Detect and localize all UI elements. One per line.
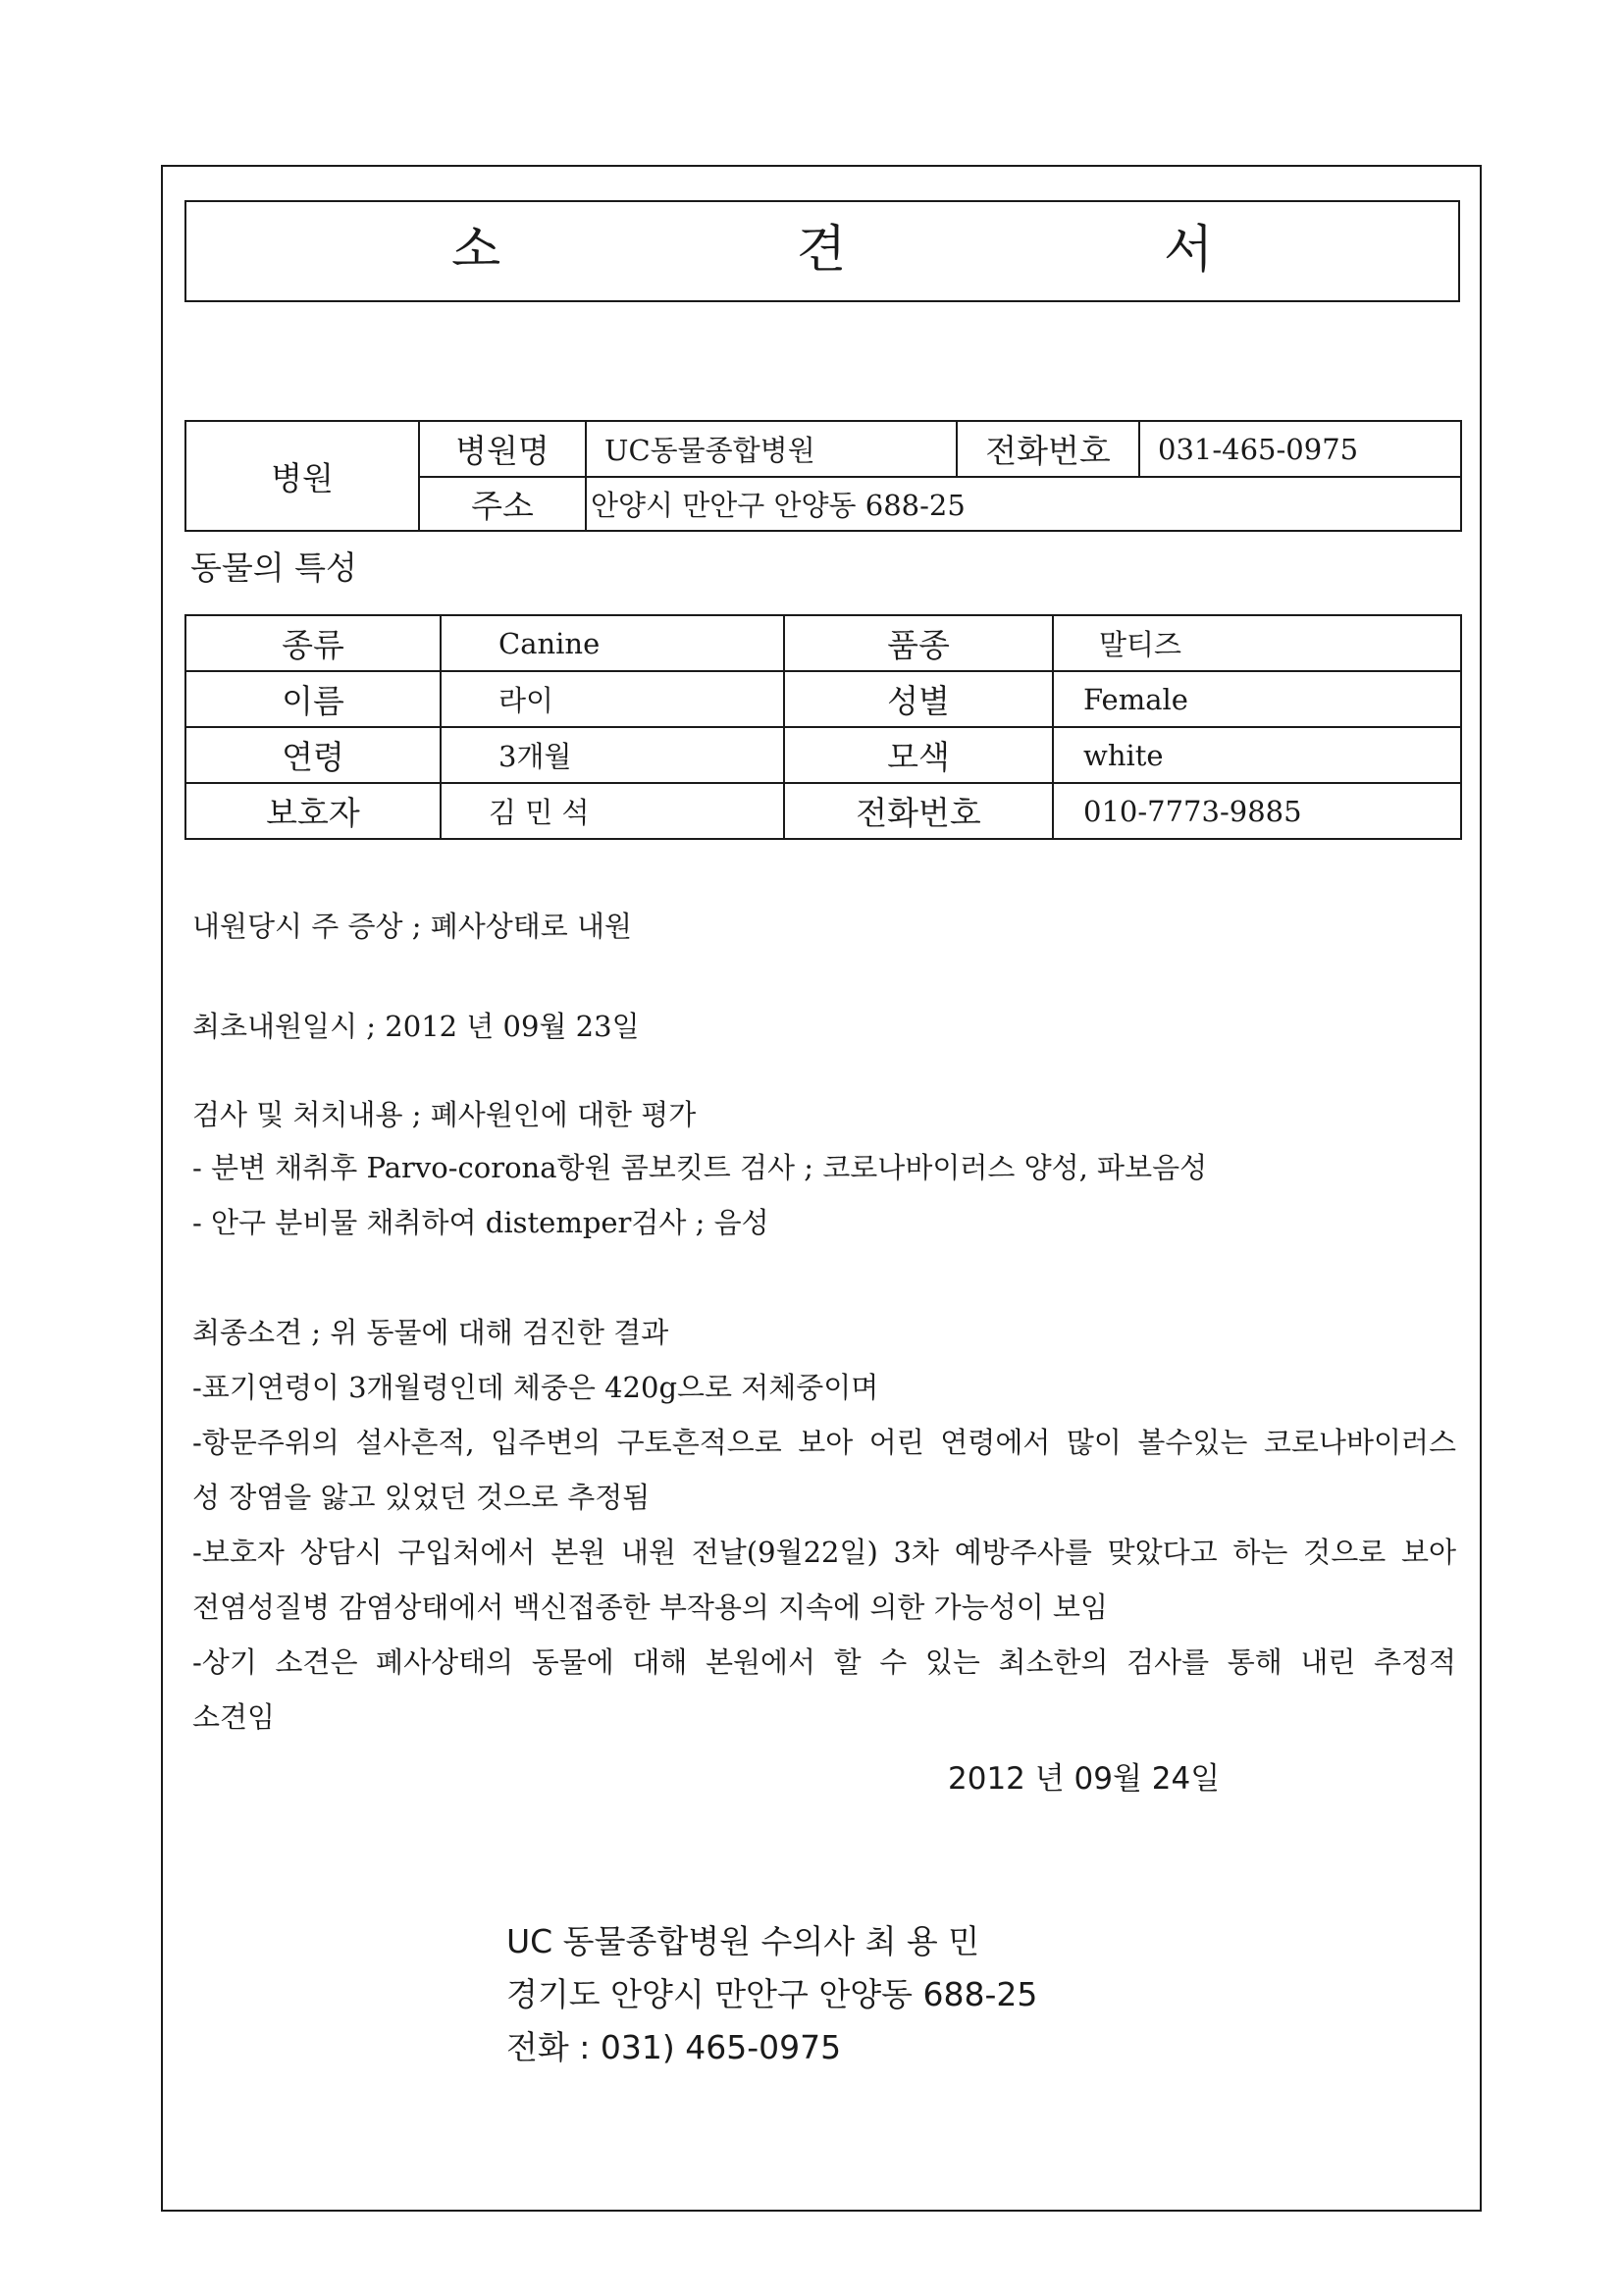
exam-item: - 분변 채취후 Parvo-corona항원 콤보킷트 검사 ; 코로나바이러스 양성, 파보음성	[192, 1151, 1208, 1184]
document-date: 2012 년 09월 24일	[948, 1761, 1221, 1797]
exam-title: 검사 및 처치내용 ; 폐사원인에 대한 평가	[192, 1098, 697, 1131]
animal-label-coat: 모색	[784, 727, 1053, 783]
final-opinion-line: -항문주위의 설사흔적, 입주변의 구토흔적으로 보아 어린 연령에서 많이 볼수있는 코로나바이러스	[192, 1426, 1456, 1459]
animal-label-owner-phone: 전화번호	[784, 783, 1053, 839]
animal-info-table	[184, 614, 1462, 840]
first-visit-line: 최초내원일시 ; 2012 년 09월 23일	[192, 1010, 640, 1043]
animal-label-name: 이름	[185, 671, 441, 727]
footer-phone: 전화 : 031) 465-0975	[506, 2028, 842, 2066]
document-title-box	[184, 200, 1460, 302]
animal-value-owner-phone: 010-7773-9885	[1053, 783, 1461, 839]
animal-section-heading: 동물의 특성	[190, 548, 357, 587]
title-char-3: 서	[1164, 221, 1214, 280]
animal-value-name: 라이	[441, 671, 784, 727]
animal-value-age: 3개월	[441, 727, 784, 783]
animal-label-sex: 성별	[784, 671, 1053, 727]
animal-value-owner: 김 민 석	[441, 783, 784, 839]
final-opinion-line: 소견임	[192, 1700, 276, 1734]
footer-veterinarian: UC 동물종합병원 수의사 최 용 민	[506, 1922, 980, 1960]
title-char-2: 견	[797, 221, 847, 280]
hospital-phone-value: 031-465-0975	[1139, 421, 1461, 477]
animal-label-breed: 품종	[784, 615, 1053, 671]
hospital-address-value: 안양시 만안구 안양동 688-25	[586, 477, 1461, 531]
animal-value-species: Canine	[441, 615, 784, 671]
animal-value-coat: white	[1053, 727, 1461, 783]
final-opinion-line: 성 장염을 앓고 있었던 것으로 추정됨	[192, 1481, 651, 1514]
symptom-line: 내원당시 주 증상 ; 폐사상태로 내원	[192, 910, 633, 943]
animal-label-age: 연령	[185, 727, 441, 783]
final-opinion-line: -표기연령이 3개월령인데 체중은 420g으로 저체중이며	[192, 1371, 879, 1404]
animal-value-breed: 말티즈	[1053, 615, 1461, 671]
hospital-address-label: 주소	[419, 477, 586, 531]
final-opinion-line: -상기 소견은 폐사상태의 동물에 대해 본원에서 할 수 있는 최소한의 검사를 통해 내린 추정적	[192, 1645, 1456, 1679]
final-opinion-line: -보호자 상담시 구입처에서 본원 내원 전날(9월22일) 3차 예방주사를 맞았다고 하는 것으로 보아	[192, 1536, 1456, 1569]
footer-address: 경기도 안양시 만안구 안양동 688-25	[506, 1975, 1038, 2013]
hospital-phone-label: 전화번호	[957, 421, 1139, 477]
final-opinion-line: 전염성질병 감염상태에서 백신접종한 부작용의 지속에 의한 가능성이 보임	[192, 1591, 1108, 1624]
animal-value-sex: Female	[1053, 671, 1461, 727]
exam-item: - 안구 분비물 채취하여 distemper검사 ; 음성	[192, 1206, 769, 1239]
animal-label-owner: 보호자	[185, 783, 441, 839]
title-char-1: 소	[451, 221, 501, 280]
hospital-section-label: 병원	[185, 421, 419, 531]
hospital-name-value: UC동물종합병원	[586, 421, 957, 477]
animal-label-species: 종류	[185, 615, 441, 671]
hospital-info-table	[184, 420, 1462, 532]
hospital-name-label: 병원명	[419, 421, 586, 477]
final-opinion-title: 최종소견 ; 위 동물에 대해 검진한 결과	[192, 1316, 669, 1349]
